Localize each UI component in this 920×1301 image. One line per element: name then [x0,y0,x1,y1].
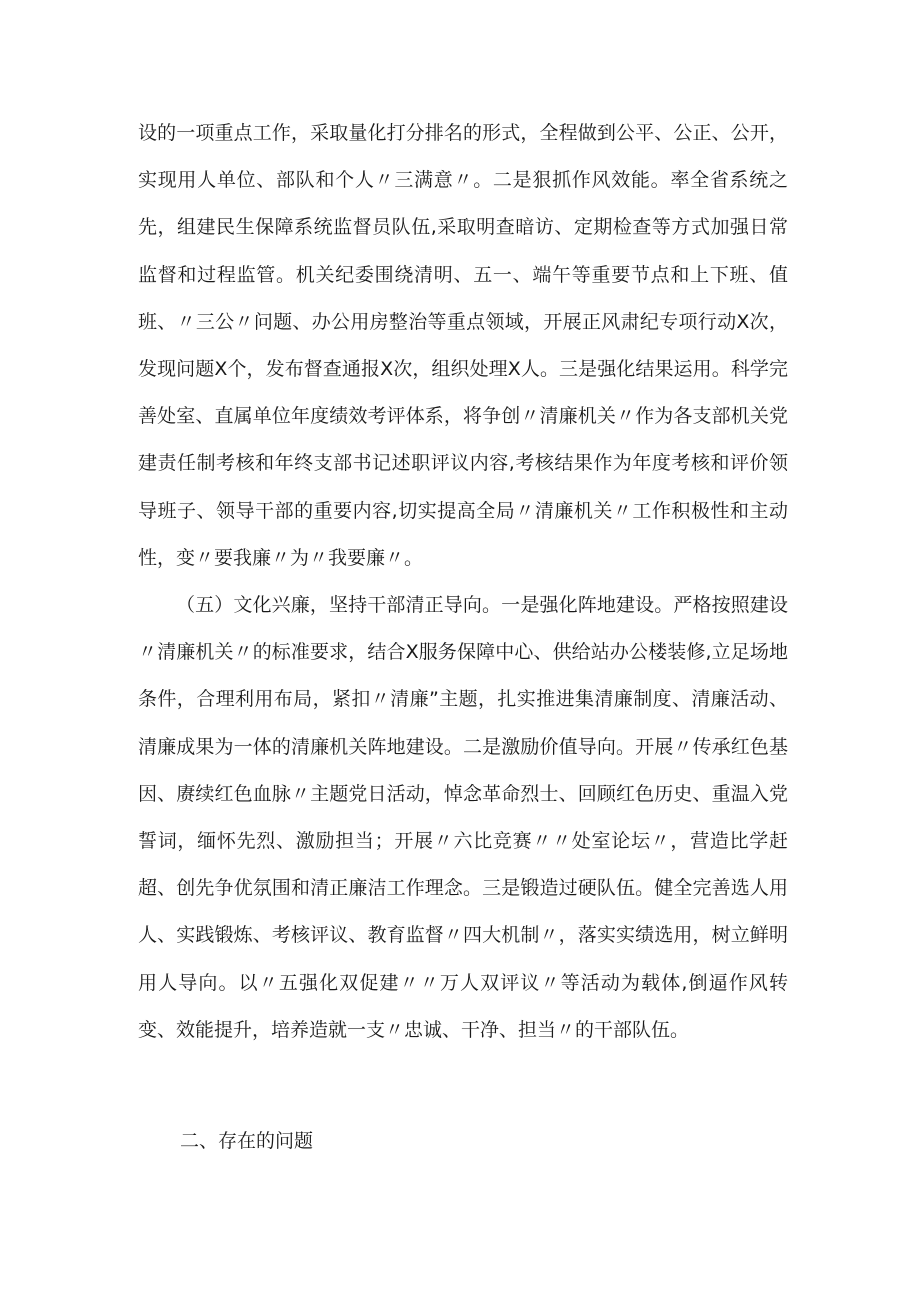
paragraph-1-text: 设的一项重点工作，采取量化打分排名的形式，全程做到公平、公正、公开，实现用人单位、部队和个人〃三满意〃。二是狠抓作风效能。率全省系统之先，组建民生保障系统监督员队伍,采取明查暗访、定期检查等方式加强日常监督和过程监管。机关纪委围绕清明、五一、端午等重要节点和上下班、值班、〃三公〃问题、办公用房整治等重点领域，开展正风肃纪专项行动X次，发现问题X个，发布督查通报X次，组织处理X人。三是强化结果运用。科学完善处室、直属单位年度绩效考评体系，将争创〃清廉机关〃作为各支部机关党建责任制考核和年终支部书记述职评议内容,考核结果作为年度考核和评价领导班子、领导干部的重要内容,切实提高全局〃清廉机关〃工作积极性和主动性，变〃要我廉〃为〃我要廉〃。 [138,122,788,569]
paragraph-2 [138,582,788,1054]
paragraph-1 [138,110,788,582]
paragraph-2-text: （五）文化兴廉，坚持干部清正导向。一是强化阵地建设。严格按照建设〃清廉机关〃的标准要求，结合X服务保障中心、供给站办公楼装修,立足场地条件，合理利用布局，紧扣〃清廉”主题，扎实推进集清廉制度、清廉活动、清廉成果为一体的清廉机关阵地建设。二是激励价值导向。开展〃传承红色基因、赓续红色血脉〃主题党日活动，悼念革命烈士、回顾红色历史、重温入党誓词，缅怀先烈、激励担当；开展〃六比竞赛〃〃处室论坛〃，营造比学赶超、创先争优氛围和清正廉洁工作理念。三是锻造过硬队伍。健全完善选人用人、实践锻炼、考核评议、教育监督〃四大机制〃，落实实绩选用，树立鲜明用人导向。以〃五强化双促建〃〃万人双评议〃等活动为载体,倒逼作风转变、效能提升，培养造就一支〃忠诚、干净、担当〃的干部队伍。 [138,594,788,1041]
section-heading: 二、存在的问题 [180,1130,314,1152]
